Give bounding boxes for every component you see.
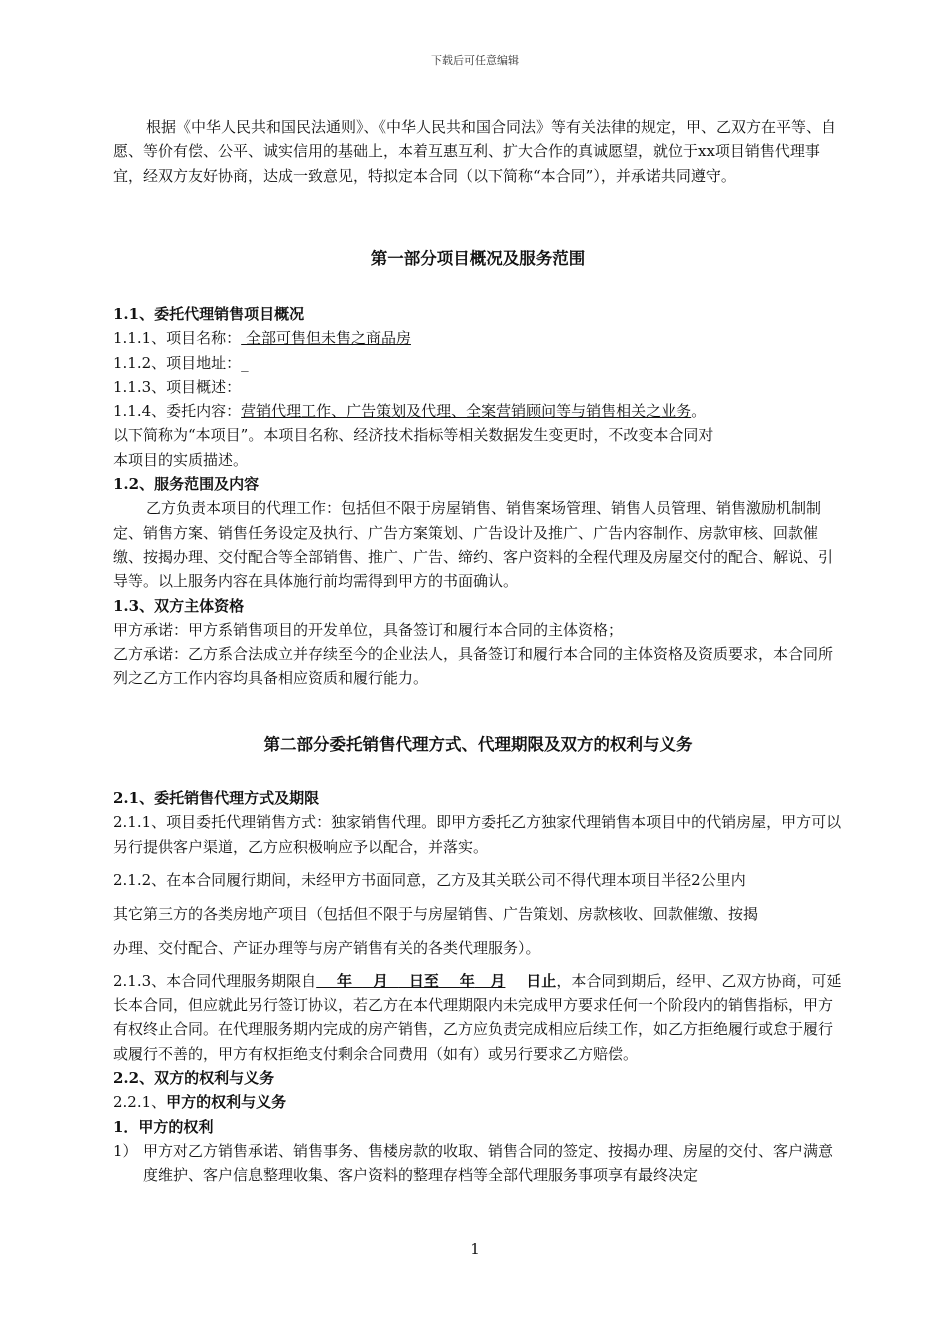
end-day-blank: 日止 [505, 971, 557, 990]
entrust-content-value: 营销代理工作、广告策划及代理、全案营销顾问等与销售相关之业务 [241, 402, 692, 421]
end-year-blank: 年 [438, 971, 475, 990]
section-2-2-1-heading [113, 1090, 843, 1114]
party-a-commitment: 甲方承诺：甲方系销售项目的开发单位，具备签订和履行本合同的主体资格； [113, 620, 624, 639]
party-a-rights-heading: 1．甲方的权利 [113, 1117, 214, 1136]
end-month-blank: 月 [474, 971, 506, 990]
section-1-2-heading: 1.2、服务范围及内容 [113, 475, 260, 494]
section-1-3-heading: 1.3、双方主体资格 [113, 596, 245, 615]
section-2-2-1-title: 甲方的权利与义务 [166, 1093, 287, 1112]
clause-2-1-3 [113, 969, 843, 1066]
part1-body [113, 302, 843, 691]
clause-2-1-1: 2.1.1、项目委托代理销售方式：独家销售代理。即甲方委托乙方独家代理销售本项目中的代销房屋，甲方可以另行提供客户渠道，乙方应积极响应予以配合，并落实。 [113, 813, 842, 856]
part2-body [113, 786, 843, 1188]
start-year-blank: 年 [316, 971, 363, 990]
start-month-blank: 月 [362, 971, 399, 990]
rights-item-1-text: 甲方对乙方销售承诺、销售事务、售楼房款的收取、销售合同的签定、按揭办理、房屋的交付、客户满意度维护、客户信息整理收集、客户资料的整理存档等全部代理服务事项享有最终决定 [143, 1141, 834, 1185]
party-b-commitment: 乙方承诺：乙方系合法成立并存续至今的企业法人，具备签订和履行本合同的主体资格及资质要求，本合同所列之乙方工作内容均具备相应资质和履行能力。 [113, 645, 834, 688]
clause-2-1-3-prefix: 2.1.3、本合同代理服务期限自 [113, 971, 317, 990]
section-1-1-heading: 1.1、委托代理销售项目概况 [113, 305, 305, 323]
abbreviation-line-2: 本项目的实质描述。 [113, 450, 249, 469]
section-2-2-heading: 2.2、双方的权利与义务 [113, 1069, 275, 1088]
rights-item-1 [113, 1139, 843, 1188]
project-address-line: 1.1.2、项目地址：_ [113, 353, 249, 372]
intro-paragraph: 根据《中华人民共和国民法通则》、《中华人民共和国合同法》等有关法律的规定，甲、乙双方在平等、自愿、等价有偿、公平、诚实信用的基础上，本着互惠互利、扩大合作的真诚愿望，就位于xx项目销售代理事宜，经双方友好协商，达成一致意见，特拟定本合同（以下简称“本合同”），并承诺共同遵守。 [113, 118, 837, 185]
clause-2-1-2-line-2: 其它第三方的各类房地产项目（包括但不限于与房屋销售、广告策划、房款核收、回款催缴、按揭 [113, 904, 759, 923]
part2-title: 第二部分委托销售代理方式、代理期限及双方的权利与义务 [263, 735, 693, 754]
page-header: 下载后可任意编辑 [431, 54, 519, 67]
start-day-blank: 日至 [398, 971, 439, 990]
clause-2-1-2-line-3: 办理、交付配合、产证办理等与房产销售有关的各类代理服务）。 [113, 938, 541, 957]
entrust-content-line [113, 399, 843, 423]
abbreviation-line-1: 以下简称为“本项目”。本项目名称、经济技术指标等相关数据发生变更时，不改变本合同对 [113, 426, 714, 445]
intro-paragraph-block [113, 115, 843, 188]
page-number: 1 [470, 1240, 480, 1258]
rights-item-1-number: 1） [113, 1141, 138, 1160]
entrust-content-end: 。 [691, 402, 707, 421]
project-name-value: 全部可售但未售之商品房 [241, 329, 411, 348]
section-2-2-1-number: 2.2.1、 [113, 1093, 167, 1112]
clause-2-1-2-line-1: 2.1.2、在本合同履行期间，未经甲方书面同意，乙方及其关联公司不得代理本项目半径2公里内 [113, 870, 746, 889]
entrust-content-label: 1.1.4、委托内容： [113, 402, 242, 421]
clause-2-1-3-body: ，本合同到期后，经甲、乙双方协商，可延长本合同，但应就此另行签订协议，若乙方在本代理期限内未完成甲方要求任何一个阶段内的销售指标，甲方有权终止合同。在代理服务期内完成的房产销售，乙方应负责完成相应后续工作，如乙方拒绝履行或怠于履行或履行不善的，甲方有权拒绝支付剩余合同费用（如有）或另行要求乙方赔偿。 [113, 971, 842, 1063]
project-name-line [113, 326, 843, 350]
project-overview-line: 1.1.3、项目概述： [113, 377, 242, 396]
part1-title: 第一部分项目概况及服务范围 [370, 249, 586, 268]
project-name-label: 1.1.1、项目名称： [113, 329, 242, 348]
section-2-1-heading: 2.1、委托销售代理方式及期限 [113, 789, 320, 807]
service-scope-paragraph: 乙方负责本项目的代理工作：包括但不限于房屋销售、销售案场管理、销售人员管理、销售激励机制制定、销售方案、销售任务设定及执行、广告方案策划、广告设计及推广、广告内容制作、房款审核、回款催缴、按揭办理、交付配合等全部销售、推广、广告、缔约、客户资料的全程代理及房屋交付的配合、解说、引导等。以上服务内容在具体施行前均需得到甲方的书面确认。 [113, 499, 834, 591]
